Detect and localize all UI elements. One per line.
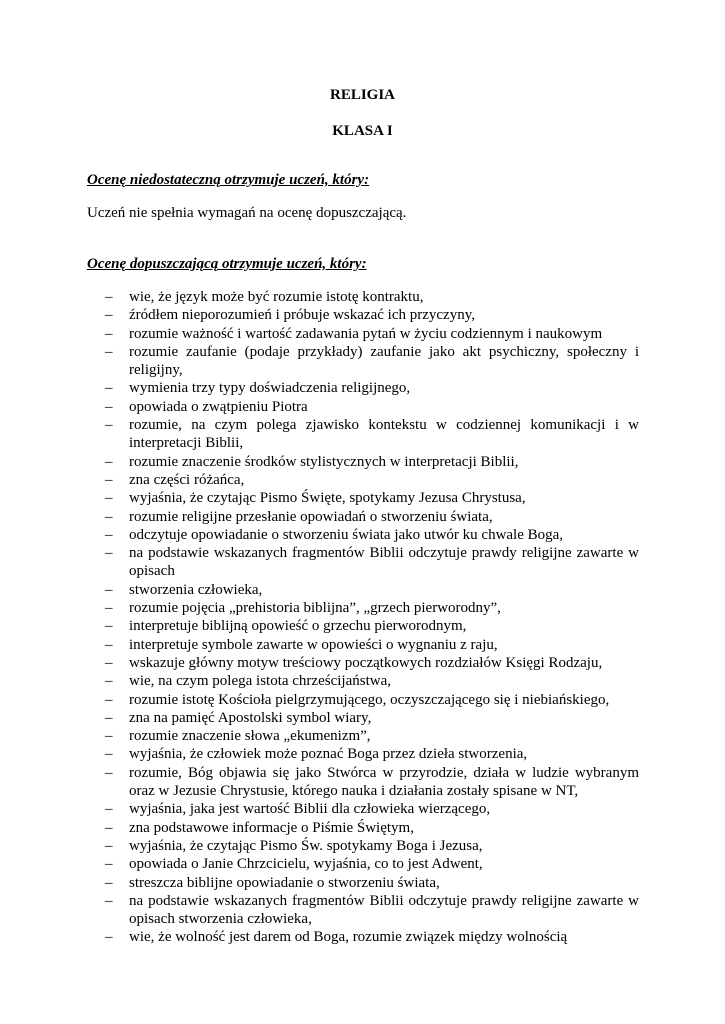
list-item [0,306,639,324]
list-item-text: rozumie religijne przesłanie opowiadań o stworzeniu świata, [129,508,493,525]
section-heading-sufficient: Ocenę dopuszczającą otrzymuje uczeń, który: [87,256,367,272]
list-item [0,508,639,526]
list-item [0,343,639,380]
list-item [0,819,639,837]
list-item-text: wie, że wolność jest darem od Boga, rozumie związek między wolnością [129,929,568,946]
list-item-text: odczytuje opowiadanie o stworzeniu świata jako utwór ku chwale Boga, [129,526,564,543]
bullet-dash: – [105,417,113,434]
list-item [0,691,639,709]
list-item [0,636,639,654]
bullet-dash: – [105,856,113,873]
list-item [0,800,639,818]
bullet-dash: – [105,764,113,781]
list-item [0,599,639,617]
list-item-text: rozumie, Bóg objawia się jako Stwórca w przyrodzie, działa w ludzie wybranym oraz w Jezusie Chrystusie, którego nauka i działania zostały spisane w NT, [129,764,639,800]
list-item-text: wskazuje główny motyw treściowy początkowych rozdziałów Księgi Rodzaju, [129,654,603,671]
document-subtitle: KLASA I [332,123,393,139]
bullet-dash: – [105,380,113,397]
list-item [0,874,639,892]
bullet-dash: – [105,398,113,415]
bullet-dash: – [105,508,113,525]
bullet-dash: – [105,728,113,745]
list-item [0,288,639,306]
list-item [0,617,639,635]
bullet-dash: – [105,526,113,543]
list-item-text: opowiada o Janie Chrzcicielu, wyjaśnia, co to jest Adwent, [129,856,483,873]
list-item [0,416,639,453]
section-text-insufficient: Uczeń nie spełnia wymagań na ocenę dopuszczającą. [87,205,407,221]
list-item-text: stworzenia człowieka, [129,581,263,598]
list-item [0,764,639,801]
list-item-text: wyjaśnia, że czytając Pismo Święte, spotykamy Jezusa Chrystusa, [129,490,526,507]
list-item [0,581,639,599]
list-item-text: wyjaśnia, że człowiek może poznać Boga przez dzieła stworzenia, [129,746,528,763]
bullet-dash: – [105,581,113,598]
list-item-text: wie, że język może być rozumie istotę kontraktu, [129,289,424,305]
bullet-dash: – [105,490,113,507]
bullet-dash: – [105,819,113,836]
list-item [0,526,639,544]
list-item [0,745,639,763]
list-item [0,855,639,873]
bullet-dash: – [105,325,113,342]
bullet-dash: – [105,618,113,635]
list-item [0,379,639,397]
list-item [0,727,639,745]
list-item-text: interpretuje symbole zawarte w opowieści o wygnaniu z raju, [129,636,498,653]
bullet-dash: – [105,307,113,324]
bullet-dash: – [105,892,113,909]
list-item [0,709,639,727]
list-item-text: rozumie znaczenie słowa „ekumenizm”, [129,728,371,745]
list-item-text: zna części różańca, [129,471,245,488]
list-item-text: wymienia trzy typy doświadczenia religijnego, [129,380,411,397]
bullet-dash: – [105,636,113,653]
list-item-text: opowiada o zwątpieniu Piotra [129,398,308,415]
list-item-text: wyjaśnia, jaka jest wartość Biblii dla człowieka wierzącego, [129,801,491,818]
list-item [0,325,639,343]
bullet-dash: – [105,691,113,708]
list-item [0,453,639,471]
bullet-dash: – [105,343,113,360]
bullet-dash: – [105,471,113,488]
list-item-text: rozumie, na czym polega zjawisko kontekstu w codziennej komunikacji i w interpretacji Biblii, [129,417,639,452]
list-item-text: na podstawie wskazanych fragmentów Biblii odczytuje prawdy religijne zawarte w opisach [129,545,639,580]
list-item-text: wyjaśnia, że czytając Pismo Św. spotykamy Boga i Jezusa, [129,837,483,854]
list-item [0,892,639,929]
requirements-list [0,288,725,947]
list-item-text: wie, na czym polega istota chrześcijaństwa, [129,673,391,690]
list-item [0,672,639,690]
bullet-dash: – [105,746,113,763]
list-item [0,489,639,507]
bullet-dash: – [105,929,113,946]
section-heading-insufficient: Ocenę niedostateczną otrzymuje uczeń, który: [87,172,370,188]
list-item-text: interpretuje biblijną opowieść o grzechu pierworodnym, [129,618,467,635]
bullet-dash: – [105,837,113,854]
list-item [0,654,639,672]
list-item-text: źródłem nieporozumień i próbuje wskazać ich przyczyny, [129,307,475,324]
list-item-text: rozumie pojęcia „prehistoria biblijna”, „grzech pierworodny”, [129,600,501,617]
list-item [0,398,639,416]
bullet-dash: – [105,874,113,891]
list-item [0,471,639,489]
bullet-dash: – [105,801,113,818]
list-item-text: streszcza biblijne opowiadanie o stworzeniu świata, [129,874,440,891]
list-item-text: rozumie ważność i wartość zadawania pytań w życiu codziennym i naukowym [129,325,603,342]
list-item-text: zna podstawowe informacje o Piśmie Świętym, [129,819,414,836]
bullet-dash: – [105,289,113,305]
list-item-text: rozumie znaczenie środków stylistycznych w interpretacji Biblii, [129,453,519,470]
list-item-text: rozumie zaufanie (podaje przykłady) zaufanie jako akt psychiczny, społeczny i religijny, [129,343,639,379]
bullet-dash: – [105,709,113,726]
list-item-text: na podstawie wskazanych fragmentów Biblii odczytuje prawdy religijne zawarte w opisach stworzenia człowieka, [129,892,639,928]
list-item [0,928,639,946]
bullet-dash: – [105,545,113,562]
bullet-dash: – [105,453,113,470]
bullet-dash: – [105,600,113,617]
list-item-text: rozumie istotę Kościoła pielgrzymującego, oczyszczającego się i niebiańskiego, [129,691,610,708]
list-item-text: zna na pamięć Apostolski symbol wiary, [129,709,372,726]
bullet-dash: – [105,654,113,671]
list-item [0,837,639,855]
list-item [0,544,639,581]
document-title: RELIGIA [329,87,396,103]
bullet-dash: – [105,673,113,690]
